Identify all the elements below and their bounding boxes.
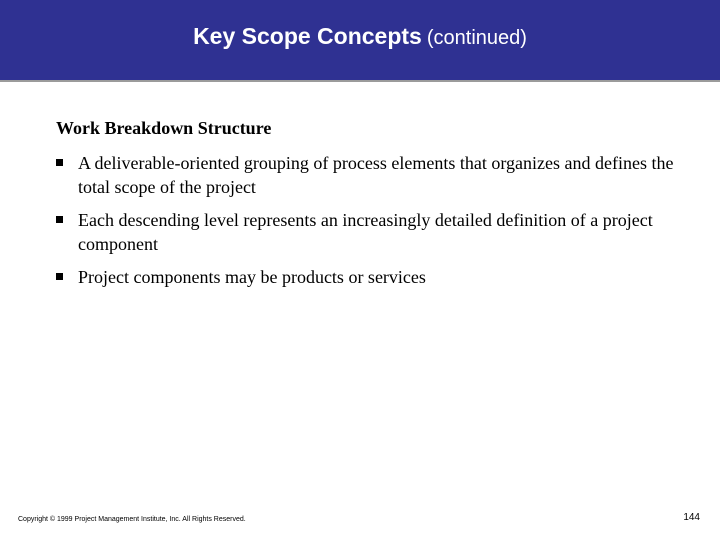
slide-header <box>0 0 720 82</box>
bullet-text: A deliverable-oriented grouping of process elements that organizes and defines the total scope of the project <box>78 153 674 197</box>
bullet-item <box>54 208 674 256</box>
title-main: Key Scope Concepts <box>193 23 422 49</box>
bullet-text: Project components may be products or services <box>78 267 426 287</box>
section-heading: Work Breakdown Structure <box>56 118 272 138</box>
bullet-text: Each descending level represents an increasingly detailed definition of a project component <box>78 210 653 254</box>
slide-title <box>193 23 527 50</box>
bullet-list <box>54 151 674 298</box>
square-bullet-icon <box>56 159 63 166</box>
page-number: 144 <box>683 512 700 523</box>
title-subtitle: (continued) <box>426 27 527 49</box>
square-bullet-icon <box>56 216 63 223</box>
square-bullet-icon <box>56 273 63 280</box>
bullet-item <box>54 151 674 199</box>
bullet-item <box>54 265 674 289</box>
footer-copyright: Copyright © 1999 Project Management Institute, Inc. All Rights Reserved. <box>18 516 246 523</box>
